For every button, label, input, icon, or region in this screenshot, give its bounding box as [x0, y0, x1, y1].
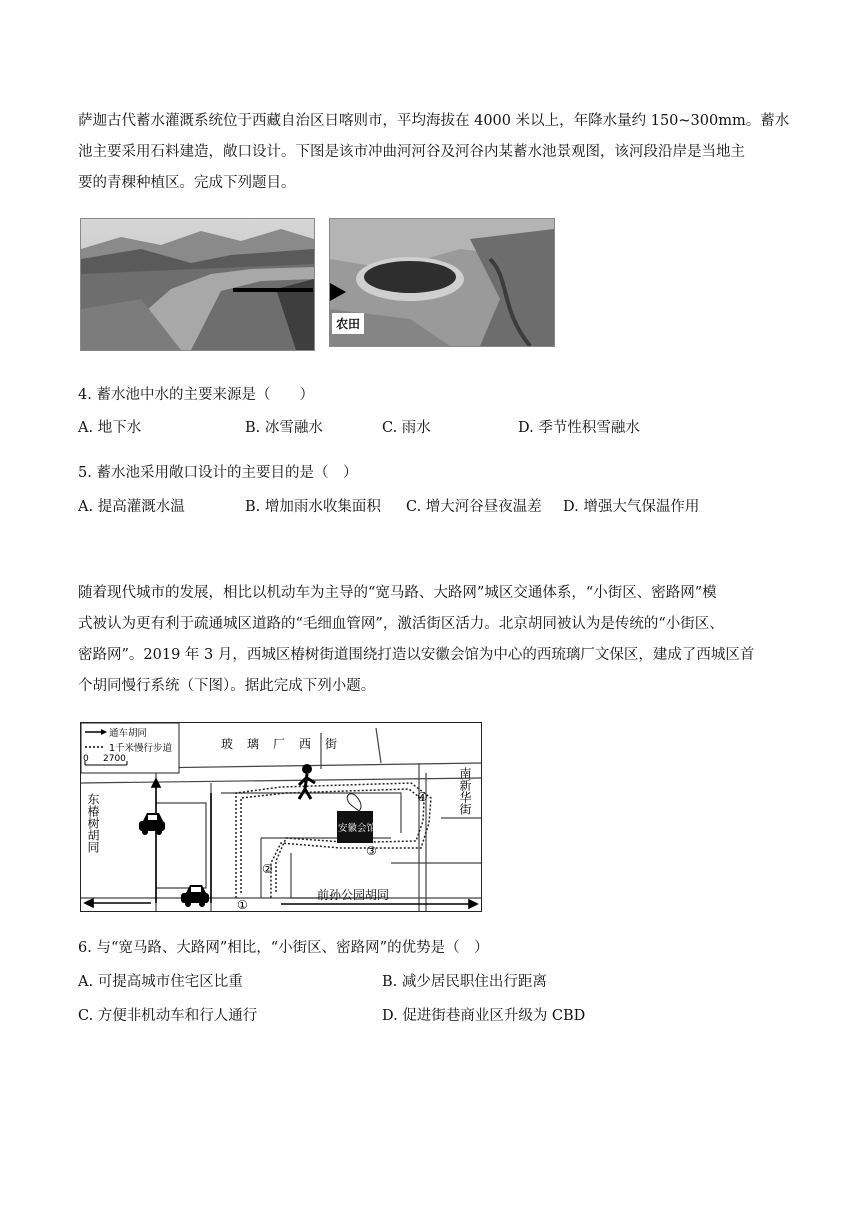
legend-walk-label: 1千米慢行步道 — [109, 743, 173, 754]
street-right: 南新华街 — [458, 767, 472, 815]
street-left: 东椿树胡同 — [86, 793, 100, 853]
intro-line: 式被认为更有利于疏通城区道路的“毛细血管网”，激活街区活力。北京胡同被认为是传统的“小街区、 — [78, 616, 724, 632]
intro-line: 随着现代城市的发展，相比以机动车为主导的“宽马路、大路网”城区交通体系，“小街区、密路网”模 — [78, 585, 717, 601]
hall-label: 安徽会馆 — [338, 823, 377, 834]
intro-paragraph-1 — [78, 106, 788, 199]
arrow-head-icon — [330, 283, 346, 301]
q5-option-d[interactable]: D. 增强大气保温作用 — [563, 499, 700, 515]
pedestrian-icon — [299, 765, 315, 800]
mark-3: ③ — [366, 844, 377, 858]
valley-photo — [80, 218, 315, 351]
mark-2: ② — [262, 862, 273, 876]
intro-line: 个胡同慢行系统（下图）。据此完成下列小题。 — [78, 678, 376, 694]
q5-option-b[interactable]: B. 增加雨水收集面积 — [245, 499, 381, 515]
mark-1: ① — [237, 898, 248, 911]
question-4: 4. 蓄水池中水的主要来源是（ ） — [78, 387, 314, 403]
q4-option-c[interactable]: C. 雨水 — [382, 420, 431, 436]
intro-line: 密路网”。2019 年 3 月，西城区椿树街道围绕打造以安徽会馆为中心的西琉璃厂文保区，建成了西城区首 — [78, 647, 755, 663]
hutong-map — [80, 722, 482, 912]
intro-paragraph-2 — [78, 578, 788, 702]
question-5: 5. 蓄水池采用敞口设计的主要目的是（ ） — [78, 465, 358, 481]
car-icon — [139, 813, 165, 835]
scale-0: 0 — [83, 754, 89, 764]
q4-option-a[interactable]: A. 地下水 — [78, 420, 142, 436]
question-6: 6. 与“宽马路、大路网”相比，“小街区、密路网”的优势是（ ） — [78, 940, 489, 956]
intro-line: 要的青稞种植区。完成下列题目。 — [78, 175, 296, 191]
farmland-label: 农田 — [332, 313, 364, 334]
street-bottom: 前孙公园胡同 — [317, 888, 390, 902]
intro-line: 池主要采用石料建造，敞口设计。下图是该市冲曲河河谷及河谷内某蓄水池景观图，该河段沿岸是当地主 — [78, 144, 745, 160]
q5-option-c[interactable]: C. 增大河谷昼夜温差 — [406, 499, 542, 515]
q6-option-b[interactable]: B. 减少居民职住出行距离 — [382, 974, 547, 990]
scale-2700: 2700 — [103, 754, 126, 764]
intro-line: 萨迦古代蓄水灌溉系统位于西藏自治区日喀则市，平均海拔在 4000 米以上，年降水量约 150~300mm。蓄水 — [78, 113, 790, 129]
legend-car-label: 通车胡同 — [109, 728, 148, 739]
arrow-icon — [233, 288, 313, 292]
q4-option-b[interactable]: B. 冰雪融水 — [245, 420, 323, 436]
q5-option-a[interactable]: A. 提高灌溉水温 — [78, 499, 185, 515]
reservoir-photo — [329, 218, 555, 347]
q4-option-d[interactable]: D. 季节性积雪融水 — [518, 420, 640, 436]
q6-option-d[interactable]: D. 促进街巷商业区升级为 CBD — [382, 1008, 586, 1024]
q6-option-c[interactable]: C. 方便非机动车和行人通行 — [78, 1008, 258, 1024]
mark-4: ④ — [417, 790, 428, 804]
street-top: 玻 璃 厂 西 街 — [221, 737, 339, 751]
q6-option-a[interactable]: A. 可提高城市住宅区比重 — [78, 974, 243, 990]
